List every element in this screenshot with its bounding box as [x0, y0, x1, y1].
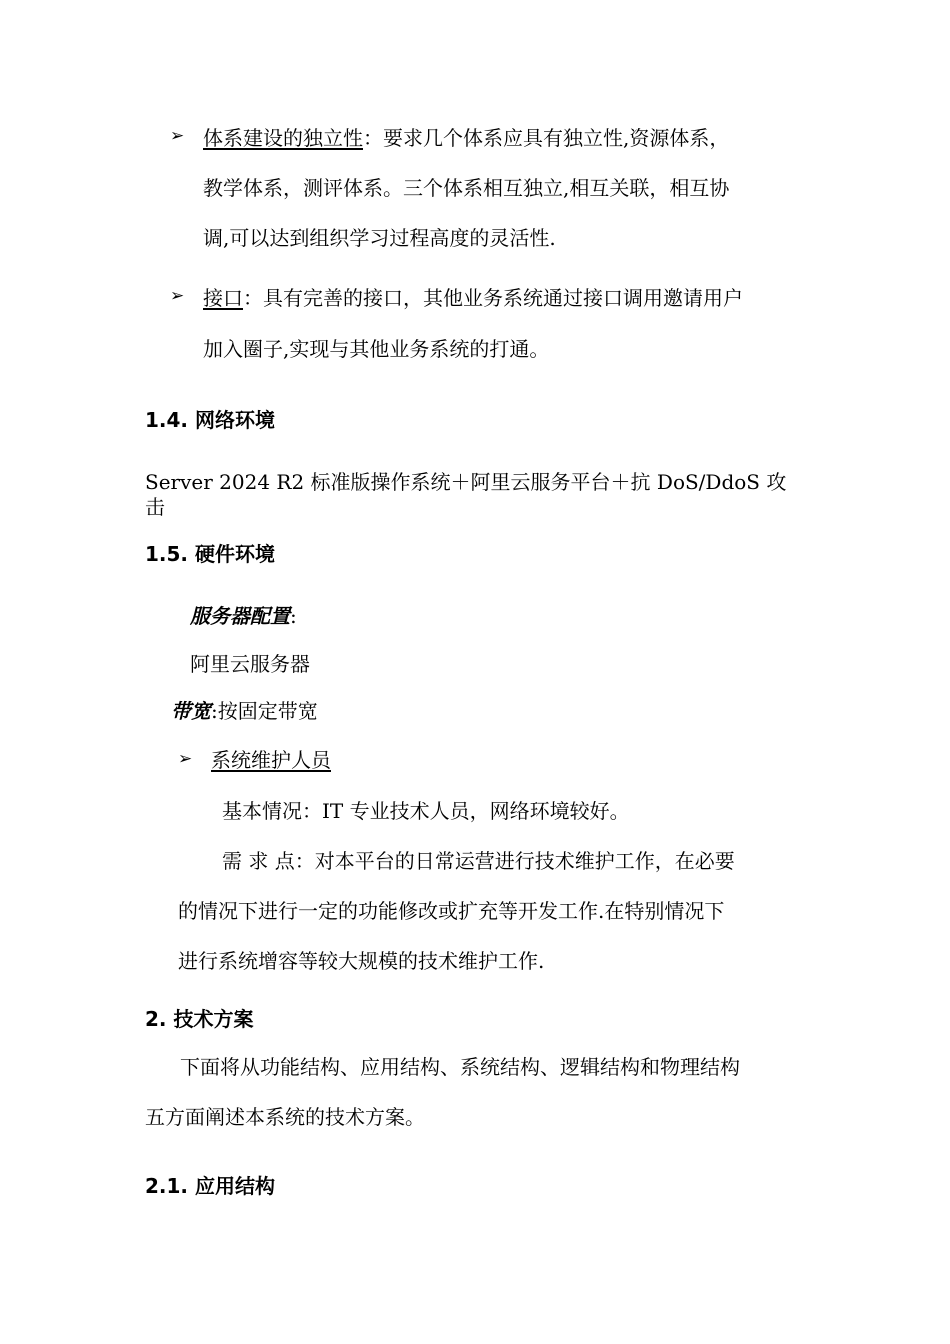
server-config-label-line — [190, 600, 297, 629]
bandwidth-value: :按固定带宽 — [211, 699, 318, 723]
heading-technical-solution: 2. 技术方案 — [145, 1007, 254, 1031]
bullet-arrow-icon: ➢ — [178, 749, 193, 769]
server-config-label: 服务器配置 — [190, 604, 290, 628]
maintenance-needs-line-2: 的情况下进行一定的功能修改或扩充等开发工作.在特别情况下 — [178, 899, 725, 923]
heading-hardware-environment: 1.5. 硬件环境 — [145, 542, 275, 566]
technical-solution-line-1: 下面将从功能结构、应用结构、系统结构、逻辑结构和物理结构 — [180, 1055, 740, 1079]
bullet-interface-text: 具有完善的接口，其他业务系统通过接口调用邀请用户 — [263, 286, 743, 310]
bullet-interface-separator: ： — [243, 286, 263, 310]
bullet-independence-line-3: 调,可以达到组织学习过程高度的灵活性. — [203, 226, 556, 250]
bullet-independence-term: 体系建设的独立性 — [203, 126, 363, 150]
maintenance-title: 系统维护人员 — [211, 748, 331, 772]
server-config-value: 阿里云服务器 — [190, 652, 310, 676]
network-environment-line-2: 击 — [145, 495, 165, 519]
bandwidth-label: 带宽 — [171, 699, 211, 723]
maintenance-needs-line-3: 进行系统增容等较大规模的技术维护工作. — [178, 949, 545, 973]
heading-network-environment: 1.4. 网络环境 — [145, 408, 275, 432]
bullet-arrow-icon: ➢ — [170, 126, 185, 146]
bullet-independence-line-1 — [203, 122, 729, 151]
server-config-colon: : — [290, 604, 297, 628]
bullet-interface-line-1 — [203, 282, 743, 311]
bullet-interface-line-2: 加入圈子,实现与其他业务系统的打通。 — [203, 337, 550, 361]
bandwidth-line — [171, 695, 318, 724]
heading-application-structure: 2.1. 应用结构 — [145, 1174, 275, 1198]
maintenance-basic-situation: 基本情况：IT 专业技术人员，网络环境较好。 — [222, 799, 630, 823]
bullet-independence-separator: ： — [363, 126, 383, 150]
bullet-arrow-icon: ➢ — [170, 286, 185, 306]
technical-solution-line-2: 五方面阐述本系统的技术方案。 — [145, 1105, 425, 1129]
bullet-independence-text: 要求几个体系应具有独立性,资源体系， — [383, 126, 730, 150]
network-environment-line-1: Server 2024 R2 标准版操作系统＋阿里云服务平台＋抗 DoS/DdoS 攻 — [145, 470, 787, 494]
bullet-interface-term: 接口 — [203, 286, 243, 310]
bullet-independence-line-2: 教学体系，测评体系。三个体系相互独立,相互关联，相互协 — [203, 176, 730, 200]
maintenance-needs-line-1: 需 求 点：对本平台的日常运营进行技术维护工作，在必要 — [222, 849, 735, 873]
